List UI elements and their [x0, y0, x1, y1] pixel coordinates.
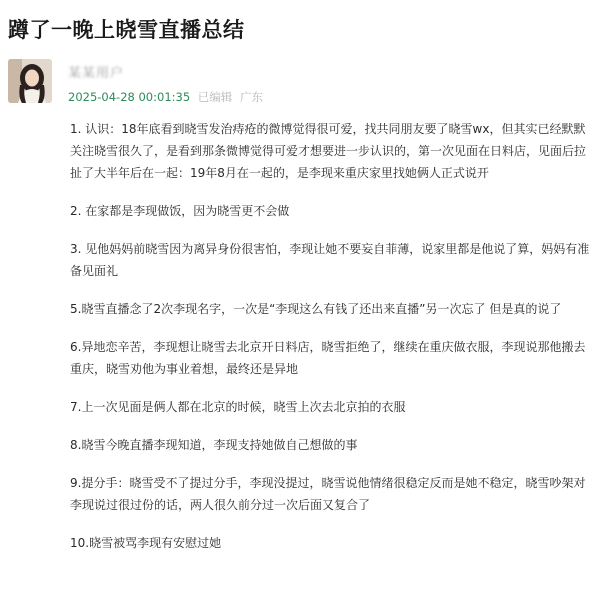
paragraph-6: 6.异地恋辛苦，李现想让晓雪去北京开日料店，晓雪拒绝了，继续在重庆做衣服，李现说那他搬去重庆，晓雪劝他为事业着想，最终还是异地 — [70, 340, 586, 376]
paragraph-1: 1. 认识：18年底看到晓雪发治痔疮的微博觉得很可爱，找共同朋友要了晓雪wx，但其实已经默默关注晓雪很久了，是看到那条微博觉得可爱才想要进一步认识的，第一次见面在日料店，见面后拉扯了大半年后在一起：19年8月在一起的，是李现来重庆家里找她俩人正式说开 — [70, 122, 587, 180]
edited-label: 已编辑 — [197, 90, 233, 104]
avatar[interactable] — [8, 59, 52, 103]
paragraph-10: 10.晓雪被骂李现有安慰过她 — [70, 536, 222, 550]
avatar-image-icon — [8, 59, 52, 103]
author-name[interactable]: 某某用户 — [68, 66, 125, 81]
region-label: 广东 — [239, 90, 263, 104]
post-meta — [68, 89, 263, 105]
author-block — [8, 58, 588, 108]
paragraph-8: 8.晓雪今晚直播李现知道，李现支持她做自己想做的事 — [70, 438, 358, 452]
post-content — [70, 118, 596, 570]
paragraph-9: 9.提分手：晓雪受不了提过分手，李现没提过，晓雪说他情绪很稳定反而是她不稳定，晓雪吵架对李现说过很过份的话，两人很久前分过一次后面又复合了 — [70, 476, 586, 512]
post-title: 蹲了一晚上晓雪直播总结 — [8, 18, 245, 42]
paragraph-7: 7.上一次见面是俩人都在北京的时候，晓雪上次去北京拍的衣服 — [70, 400, 406, 414]
paragraph-5: 5.晓雪直播念了2次李现名字，一次是“李现这么有钱了还出来直播”另一次忘了 但是真的说了 — [70, 302, 562, 316]
post-timestamp: 2025-04-28 00:01:35 — [68, 90, 191, 104]
paragraph-3: 3. 见他妈妈前晓雪因为离异身份很害怕，李现让她不要妄自菲薄，说家里都是他说了算，妈妈有准备见面礼 — [70, 242, 590, 278]
paragraph-2: 2. 在家都是李现做饭，因为晓雪更不会做 — [70, 204, 290, 218]
